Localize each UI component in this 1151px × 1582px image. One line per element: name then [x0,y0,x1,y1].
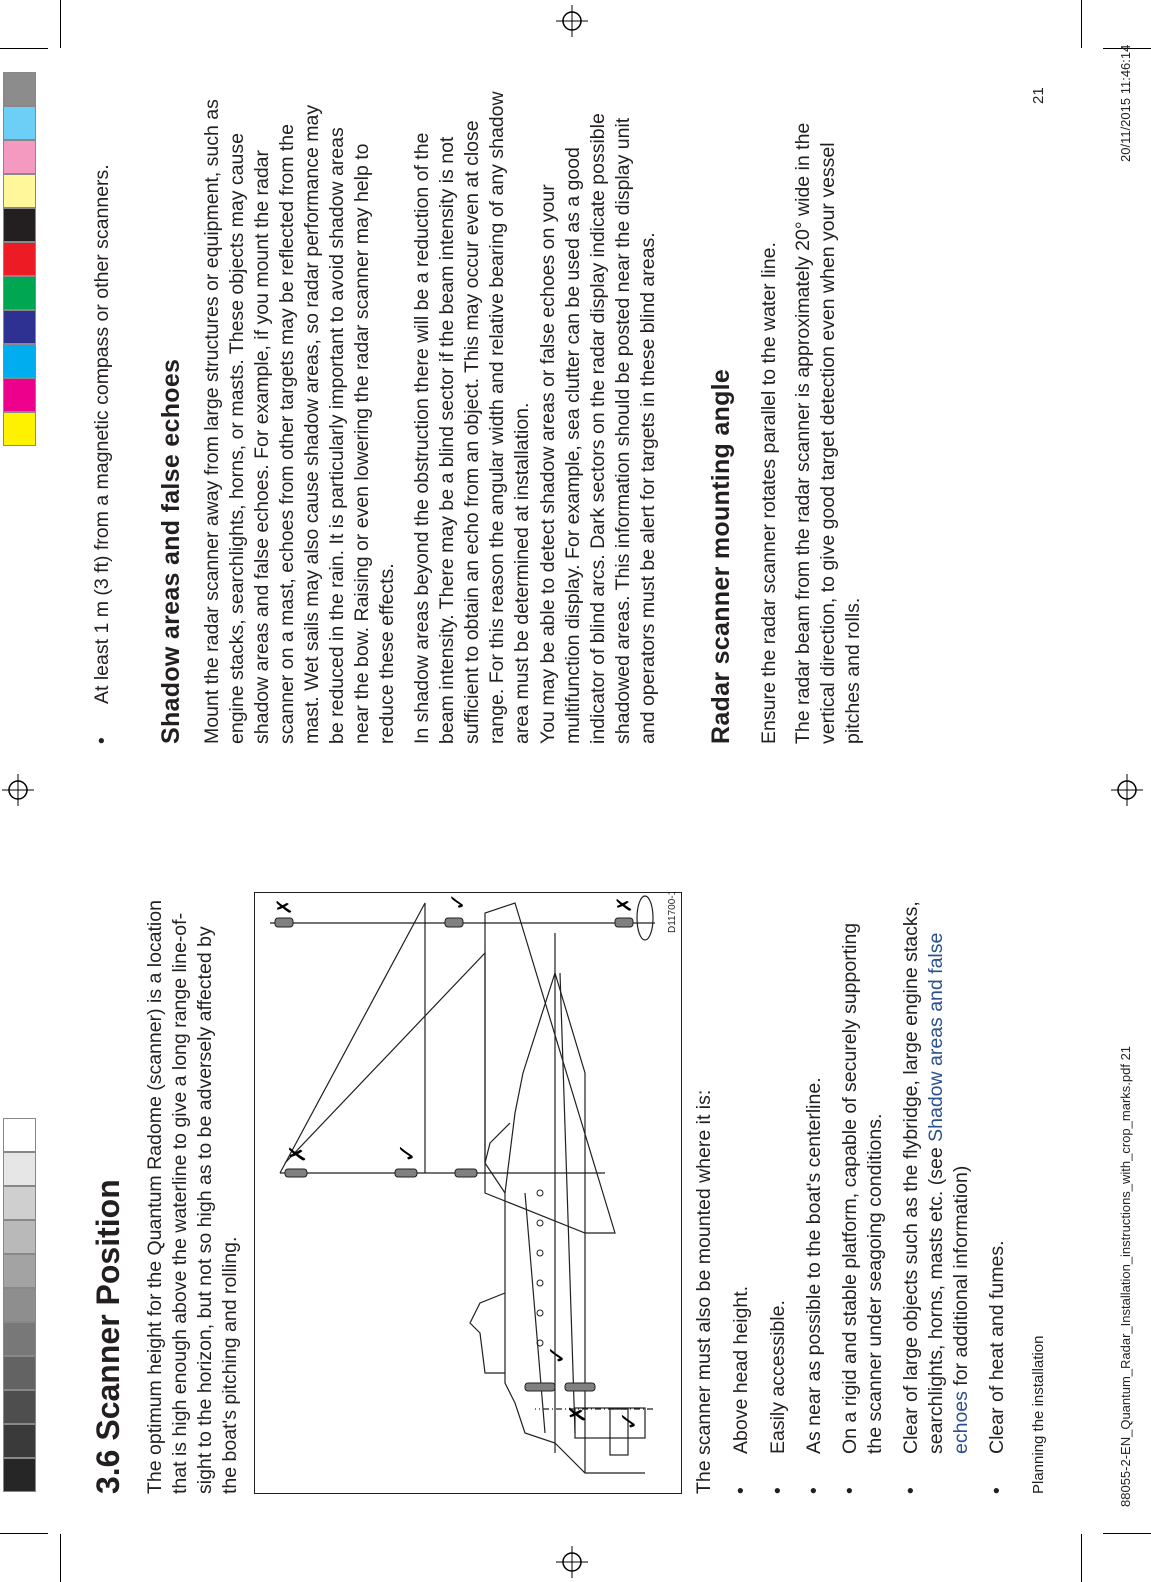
bad-mark-icon: ✗ [612,896,636,913]
list-item-text-part: for additional information) [950,1165,972,1392]
bullet-icon: • [91,737,113,744]
bullet-icon: • [839,1487,861,1494]
scanner-icon [615,918,633,927]
list-item-text: At least 1 m (3 ft) from a magnetic compass or other scanners. [91,164,113,704]
bad-mark-icon: ✗ [272,898,296,915]
scanner-icon [455,1169,477,1177]
list-item [899,894,974,1494]
list-item [985,894,1010,1494]
list-item [90,94,115,744]
angle-paragraph-1: Ensure the radar scanner rotates parallel to the water line. [758,242,780,744]
list-item-text: Clear of heat and fumes. [986,1240,1008,1454]
list-item-text [899,894,974,1454]
figure-code: D11700-1 [667,893,678,933]
list-item [766,894,791,1494]
angle-paragraph-2: The radar beam from the radar scanner is approximately 20° wide in the vertical direction, to give good target detection even when your vessel pitches and rolls. [792,122,864,744]
intro-paragraph: The optimum height for the Quantum Radome (scanner) is a location that is high enough above the waterline to give a long range line-of-sight to the horizon, but not so high as to be adversely affected by the boat's pitching and rolling. [144,900,241,1494]
list-item [838,894,888,1494]
slug-filename: 88055-2-EN_Quantum_Radar_Installation_instructions_with_crop_marks.pdf 21 [1118,1045,1133,1507]
scanner-icon [285,1169,307,1177]
list-item-text: Easily accessible. [767,1300,789,1454]
boat-illustration [255,893,681,1493]
shadow-paragraph-2: In shadow areas beyond the obstruction there will be a reduction of the beam intensity. There may be a blind sector if the beam intensity is not sufficient to obtain an echo from an object. This may occur even at close range. For this reason the angular width and relative bearing of any shadow area must be determined at installation. [411,91,533,744]
angle-heading: Radar scanner mounting angle [707,368,735,744]
slug-date: 20/11/2015 11:46:14 [1118,44,1133,162]
good-mark-icon: ✓ [615,1410,643,1431]
scanner-icon [395,1169,417,1177]
footer-section: Planning the installation [1030,1335,1047,1494]
list-item-text-part: Clear of large objects such as the flybridge, large engine stacks, searchlights, horns, masts etc. (see [900,901,947,1454]
shadow-paragraph-1: Mount the radar scanner away from large structures or equipment, such as engine stacks, searchlights, horns, or masts. These objects may cause shadow areas and false echoes. For example, if you mount the radar scanner on a mast, echoes from other targets may be reflected from the mast. Wet sails may also cause shadow areas, so radar performance may be reduced in the rain. It is particularly important to avoid shadow areas near the bow. Raising or even lowering the radar scanner may help to reduce these effects. [201,99,398,744]
list-item-text: Above head height. [730,1285,752,1454]
bad-mark-icon: ✗ [286,1144,311,1163]
scanner-icon [445,918,463,927]
bullet-icon: • [730,1487,752,1494]
good-mark-icon: ✓ [393,1142,421,1163]
good-mark-icon: ✓ [543,1344,571,1365]
bullet-icon: • [767,1487,789,1494]
list-item [802,894,827,1494]
sailboat [280,903,615,1453]
list-item-text: On a rigid and stable platform, capable of securely supporting the scanner under seagoing conditions. [839,922,886,1454]
bullet-icon: • [900,1487,922,1494]
shadow-paragraph-3: You may be able to detect shadow areas or false echoes on your multifunction display. For example, sea clutter can be used as a good indicator of blind arcs. Dark sectors on the radar display indicate possible shadowed areas. This information should be posted near the display unit and operators must be alert for targets in these blind areas. [537,113,659,744]
scanner-icon [565,1383,595,1391]
porthole-icons [537,1190,543,1346]
list-item [729,894,754,1494]
list-item-text: As near as possible to the boat's centerline. [803,1077,825,1454]
bullet-icon: • [986,1487,1008,1494]
page-number: 21 [1030,87,1047,104]
shadow-areas-link[interactable]: Shadow areas and false echoes [925,932,972,1454]
mounting-figure [254,892,682,1494]
scanner-icon [525,1383,555,1391]
bad-mark-icon: ✗ [566,1404,591,1423]
good-mark-icon: ✓ [446,893,471,911]
shadow-heading: Shadow areas and false echoes [157,358,185,744]
mount-lead: The scanner must also be mounted where it is: [693,1089,715,1494]
bullet-icon: • [803,1487,825,1494]
scanner-icon [275,918,293,927]
page-title: 3.6 Scanner Position [90,1179,126,1494]
